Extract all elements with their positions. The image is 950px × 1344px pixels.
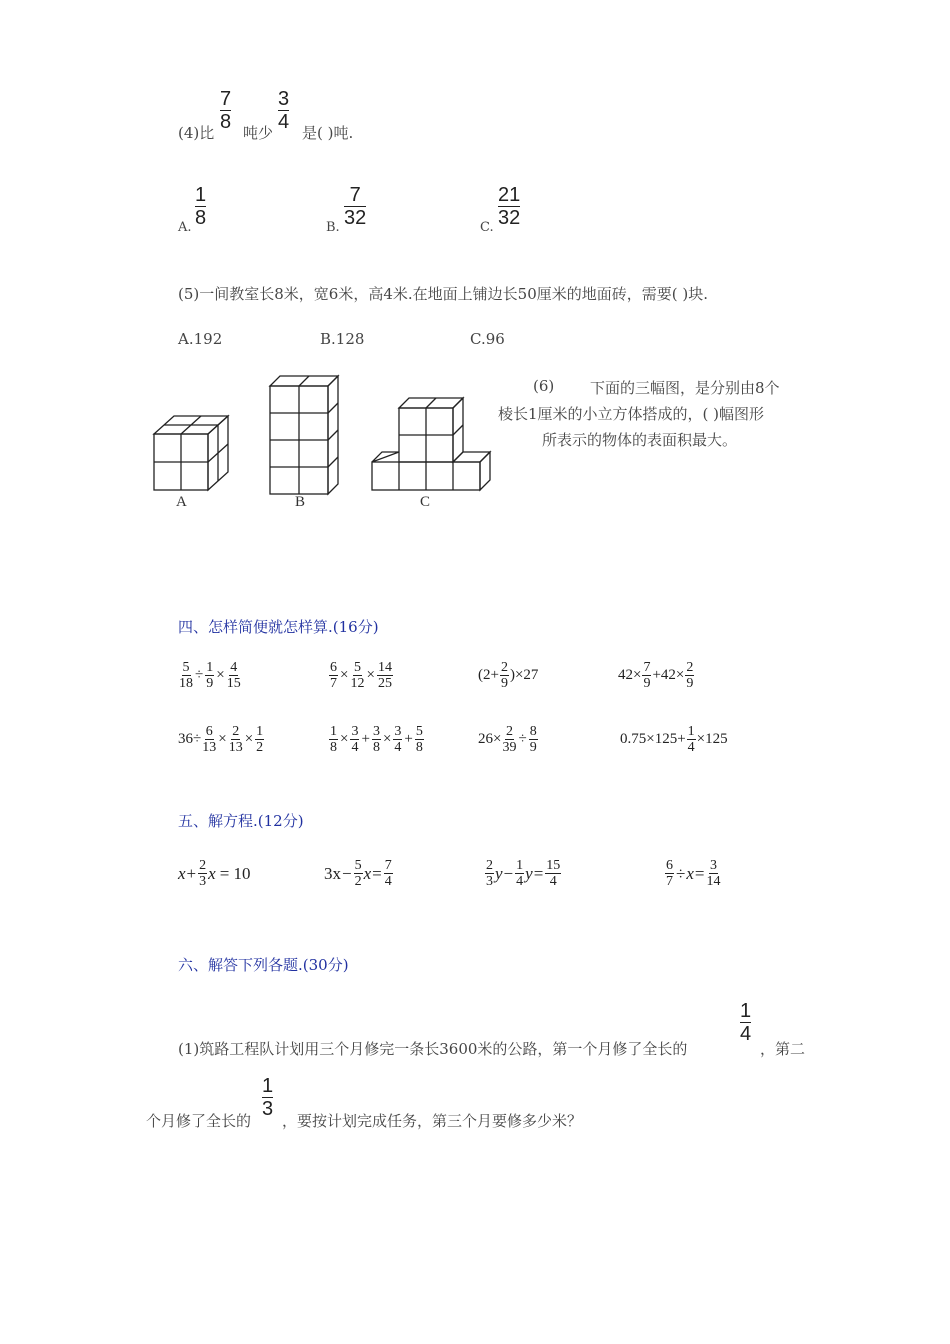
q4-option-c-fraction: 21 32 — [498, 184, 521, 229]
q5-option-a: A.192 — [178, 330, 223, 348]
figure-c-steps — [372, 398, 490, 490]
equation-1: x + $\frac{2}{3}$ x = 10 — [178, 858, 251, 889]
calc-2-1: 36÷ $\frac{6}{13}$ × $\frac{2}{13}$ × $\frac{1}{2}$ — [178, 724, 264, 755]
q4-option-b-fraction: 7 32 — [344, 184, 367, 229]
calc-2-2: $\frac{1}{8}$ × $\frac{3}{4}$ + $\frac{3}{8}$ × $\frac{3}{4}$ + $\frac{5}{8}$ — [330, 724, 423, 755]
problem-1-part-2: ，第二 — [760, 1040, 806, 1058]
q4-suffix: 是( )吨. — [302, 124, 354, 142]
q4-option-a-label: A. — [178, 220, 192, 235]
q5-option-c: C.96 — [470, 330, 505, 348]
q4-option-a-fraction: 1 8 — [195, 184, 207, 229]
calc-1-1: $\frac{5}{18}$ ÷ $\frac{1}{9}$ × $\frac{4}{15}$ — [179, 660, 241, 691]
figure-b-label: B — [295, 494, 306, 510]
figure-b-tower — [270, 376, 338, 494]
equation-3: 2 3 y − $\frac{1}{4}$ y = $\frac{15}{4}$ — [486, 858, 561, 889]
figure-c-label: C — [420, 494, 431, 510]
problem-1-part-3: 个月修了全长的 — [146, 1112, 252, 1130]
calc-1-3: (2+ $\frac{2}{9}$ )×27 — [478, 660, 539, 691]
calc-1-2: $\frac{6}{7}$ × $\frac{5}{12}$ × $\frac{14}{25}$ — [330, 660, 392, 691]
problem-1-part-4: ，要按计划完成任务，第三个月要修多少米？ — [282, 1112, 583, 1130]
q5-option-b: B.128 — [320, 330, 365, 348]
q4-fraction-1: 7 8 — [220, 88, 232, 133]
section-6-heading: 六、解答下列各题.(30分) — [178, 956, 349, 974]
q6-number: (6) — [533, 377, 555, 395]
section-4-heading: 四、怎样简便就怎样算.(16分) — [178, 618, 379, 636]
q6-line-2: 棱长1厘米的小立方体搭成的，( )幅图形 — [498, 405, 765, 423]
equation-4: $\frac{6}{7}$ ÷ x = $\frac{3}{14}$ — [666, 858, 721, 889]
cube-figures — [140, 370, 500, 520]
problem-1-fraction-1: 1 4 — [740, 1000, 752, 1045]
section-5-heading: 五、解方程.(12分) — [178, 812, 304, 830]
q4-prefix: (4)比 — [178, 124, 215, 142]
q6-line-3: 所表示的物体的表面积最大。 — [542, 431, 738, 449]
q5-question: (5)一间教室长8米，宽6米，高4米.在地面上铺边长50厘米的地面砖，需要( )块. — [178, 285, 708, 303]
q4-mid: 吨少 — [243, 124, 274, 142]
problem-1-fraction-2: 1 3 — [262, 1075, 274, 1120]
calc-2-3: 26× $\frac{2}{39}$ ÷ $\frac{8}{9}$ — [478, 724, 537, 755]
q4-fraction-2: 3 4 — [278, 88, 290, 133]
calc-1-4: 42× $\frac{7}{9}$ +42× $\frac{2}{9}$ — [618, 660, 694, 691]
figure-a-label: A — [176, 494, 187, 510]
equation-2: 3x − $\frac{5}{2}$ x = $\frac{7}{4}$ — [324, 858, 392, 889]
q6-line-1: 下面的三幅图，是分别由8个 — [590, 379, 780, 397]
problem-1-part-1: (1)筑路工程队计划用三个月修完一条长3600米的公路，第一个月修了全长的 — [178, 1040, 688, 1058]
q4-option-c-label: C. — [480, 220, 494, 235]
calc-2-4: 0.75×125+ $\frac{1}{4}$ ×125 — [620, 724, 728, 755]
figure-a-cube — [154, 416, 228, 490]
q4-option-b-label: B. — [326, 220, 340, 235]
